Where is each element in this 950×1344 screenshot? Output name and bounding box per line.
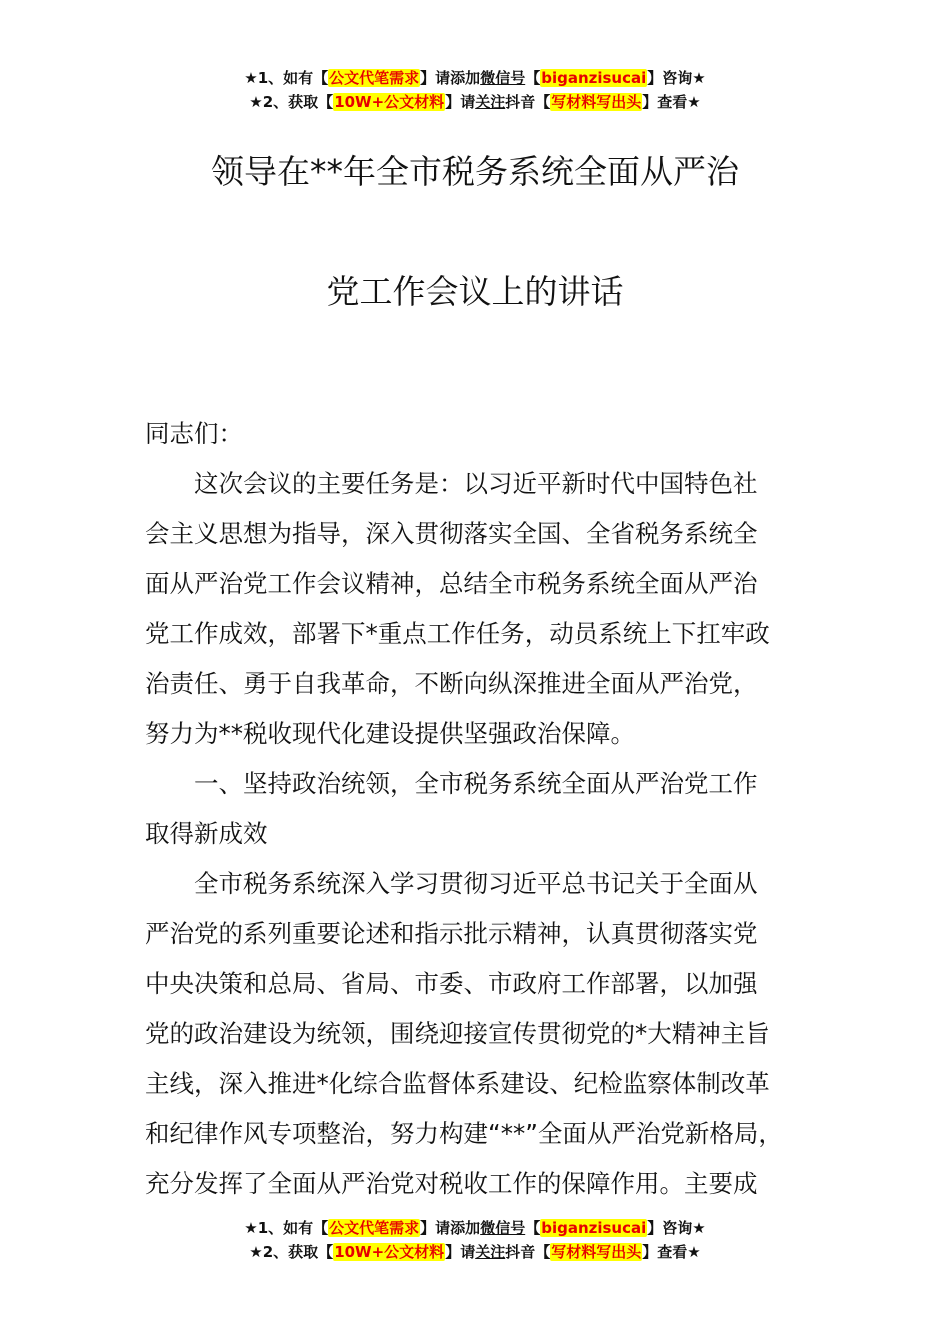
paragraph-line: 面从严治党工作会议精神，总结全市税务系统全面从严治 [145, 569, 758, 598]
banner-highlight: biganzisucai [541, 69, 647, 87]
banner-text: 抖音【 [505, 1243, 551, 1261]
banner-highlight: 写材料写出头 [551, 93, 642, 111]
banner-text: 】查看★ [642, 1243, 701, 1261]
paragraph-line: 这次会议的主要任务是：以习近平新时代中国特色社 [194, 469, 758, 498]
banner-highlight: 公文代笔需求 [329, 69, 420, 87]
banner-underline: 微信号 [480, 1219, 526, 1237]
paragraph-line: 党工作成效，部署下*重点工作任务，动员系统上下扛牢政 [145, 619, 770, 648]
banner-text: ★1、如有【 [244, 1219, 329, 1237]
section-heading-cont: 取得新成效 [145, 819, 268, 848]
banner-highlight: 10W+公文材料 [334, 1243, 445, 1261]
banner-text: 】请 [445, 1243, 476, 1261]
paragraph-line: 会主义思想为指导，深入贯彻落实全国、全省税务系统全 [145, 519, 758, 548]
paragraph-line: 充分发挥了全面从严治党对税收工作的保障作用。主要成 [145, 1169, 758, 1198]
banner-line-1 [0, 66, 950, 90]
paragraph-line: 和纪律作风专项整治，努力构建“**”全面从严治党新格局， [145, 1119, 783, 1148]
banner-text: 【 [525, 69, 541, 87]
banner-highlight: 公文代笔需求 [329, 1219, 420, 1237]
banner-text: 抖音【 [505, 93, 551, 111]
banner-text: 】请 [445, 93, 476, 111]
banner-text: ★2、获取【 [249, 93, 334, 111]
paragraph-line: 严治党的系列重要论述和指示批示精神，认真贯彻落实党 [145, 919, 758, 948]
banner-highlight: 写材料写出头 [551, 1243, 642, 1261]
paragraph-line: 主线，深入推进*化综合监督体系建设、纪检监察体制改革 [145, 1069, 770, 1098]
banner-underline: 关注 [475, 93, 506, 111]
banner-text: 【 [525, 1219, 541, 1237]
banner-line-1 [0, 1216, 950, 1240]
bottom-banner [0, 1216, 950, 1264]
banner-underline: 微信号 [480, 69, 526, 87]
banner-highlight: biganzisucai [541, 1219, 647, 1237]
banner-line-2 [0, 90, 950, 114]
salutation: 同志们： [145, 419, 243, 448]
banner-text: 】咨询★ [647, 69, 706, 87]
paragraph-line: 中央决策和总局、省局、市委、市政府工作部署，以加强 [145, 969, 758, 998]
paragraph-line: 治责任、勇于自我革命，不断向纵深推进全面从严治党， [145, 669, 758, 698]
banner-line-2 [0, 1240, 950, 1264]
banner-text: 】咨询★ [647, 1219, 706, 1237]
banner-text: ★2、获取【 [249, 1243, 334, 1261]
banner-text: 】请添加 [420, 1219, 481, 1237]
document-title-line-2: 党工作会议上的讲话 [326, 272, 624, 311]
document-title-line-1: 领导在**年全市税务系统全面从严治 [211, 152, 739, 191]
banner-underline: 关注 [475, 1243, 506, 1261]
banner-text: 】请添加 [420, 69, 481, 87]
banner-text: 】查看★ [642, 93, 701, 111]
paragraph-line: 党的政治建设为统领，围绕迎接宣传贯彻党的*大精神主旨 [145, 1019, 770, 1048]
document-body [145, 409, 805, 1209]
section-heading: 一、坚持政治统领，全市税务系统全面从严治党工作 [194, 769, 758, 798]
top-banner [0, 66, 950, 114]
banner-highlight: 10W+公文材料 [334, 93, 445, 111]
banner-text: ★1、如有【 [244, 69, 329, 87]
paragraph-line: 全市税务系统深入学习贯彻习近平总书记关于全面从 [194, 869, 758, 898]
paragraph-line: 努力为**税收现代化建设提供坚强政治保障。 [145, 719, 635, 748]
